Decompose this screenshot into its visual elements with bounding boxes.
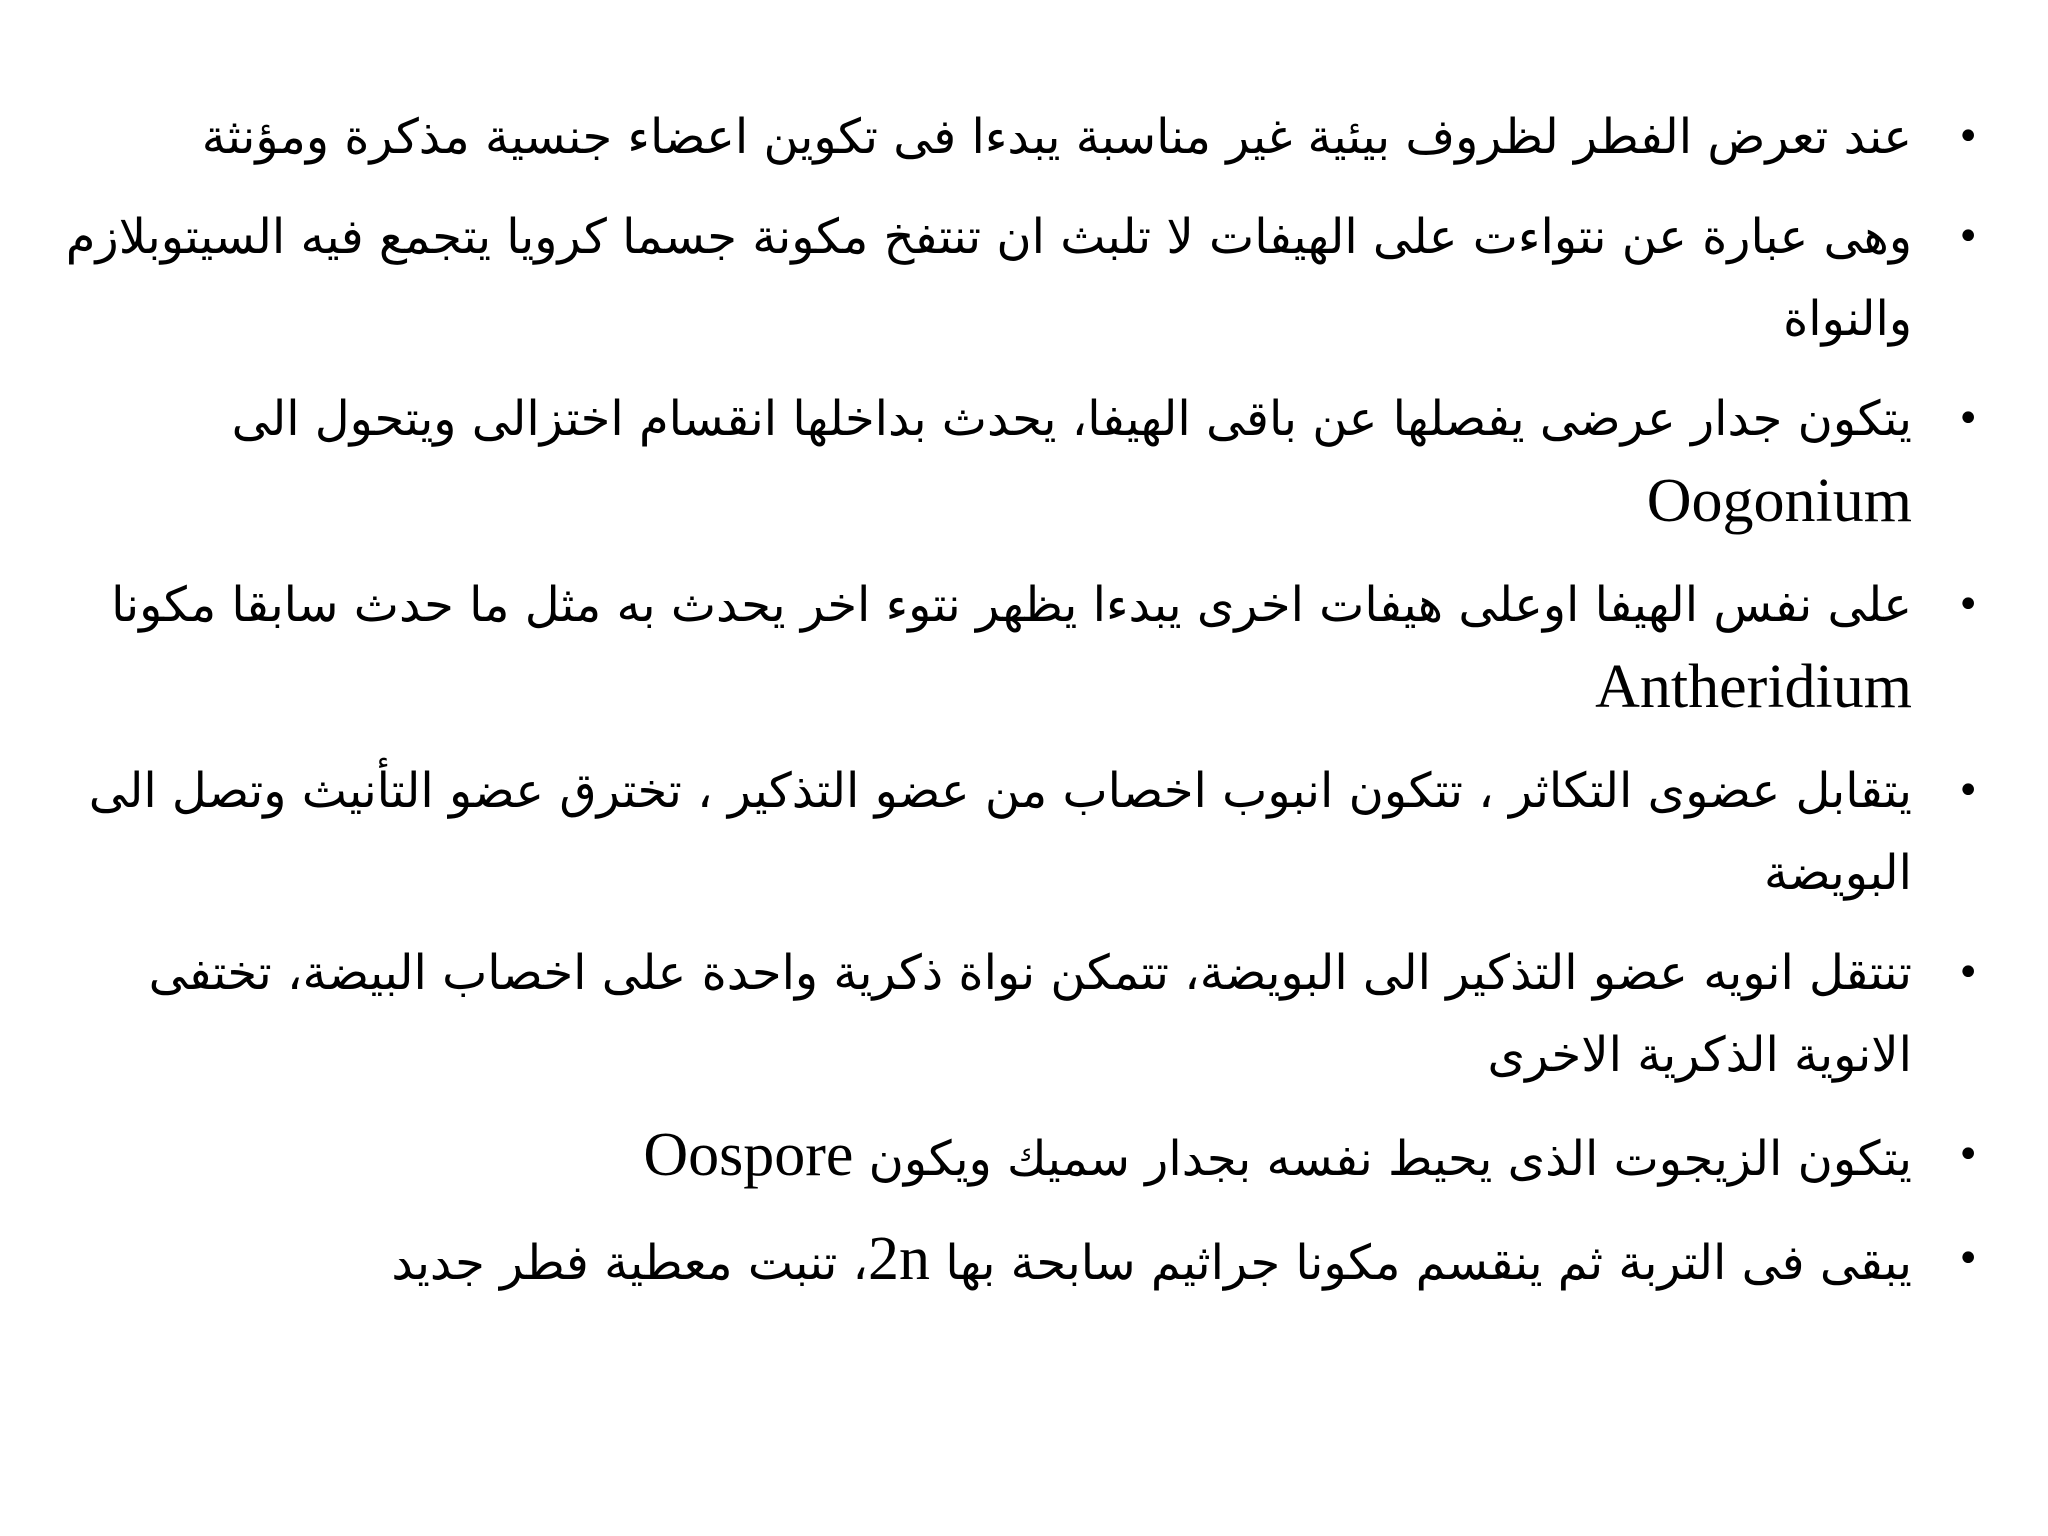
bullet-list [56,96,1996,1322]
latin-term: 2n [868,1225,931,1293]
bullet-icon: • [1956,768,1980,814]
bullet-text: عند تعرض الفطر لظروف بيئية غير مناسبة يبدءا فى تكوين اعضاء جنسية مذكرة ومؤنثة [201,109,1912,165]
bullet-item-8 [56,1218,1996,1304]
bullet-icon: • [1956,396,1980,442]
bullet-icon: • [1956,582,1980,628]
latin-term: Oogonium [1646,467,1912,535]
bullet-icon: • [1956,950,1980,996]
latin-term: Antheridium [1595,653,1912,721]
bullet-icon: • [1956,1236,1980,1282]
bullet-icon: • [1956,1132,1980,1178]
latin-term: Oospore [643,1121,854,1189]
bullet-text: يتكون جدار عرضى يفصلها عن باقى الهيفا، يحدث بداخلها انقسام اختزالى ويتحول الى [231,391,1912,447]
bullet-text: وهى عبارة عن نتواءت على الهيفات لا تلبث ان تنتفخ مكونة جسما كرويا يتجمع فيه السيتوبلازم والنواة [65,209,1912,347]
bullet-item-4 [56,564,1996,732]
bullet-item-3 [56,378,1996,546]
bullet-text-after: ، تنبت معطية فطر جديد [391,1235,869,1291]
bullet-item-6 [56,932,1996,1096]
bullet-text: يتكون الزيجوت الذى يحيط نفسه بجدار سميك ويكون [868,1131,1912,1187]
bullet-icon: • [1956,114,1980,160]
bullet-item-5 [56,750,1996,914]
bullet-icon: • [1956,214,1980,260]
bullet-item-7 [56,1114,1996,1200]
bullet-text: يتقابل عضوى التكاثر ، تتكون انبوب اخصاب من عضو التذكير ، تخترق عضو التأنيث وتصل الى البويضة [88,763,1912,901]
bullet-text: تنتقل انويه عضو التذكير الى البويضة، تتمكن نواة ذكرية واحدة على اخصاب البيضة، تختفى الانوية الذكرية الاخرى [148,945,1912,1083]
bullet-item-1 [56,96,1996,178]
bullet-text: على نفس الهيفا اوعلى هيفات اخرى يبدءا يظهر نتوء اخر يحدث به مثل ما حدث سابقا مكونا [111,577,1912,633]
bullet-item-2 [56,196,1996,360]
bullet-text-before: يبقى فى التربة ثم ينقسم مكونا جراثيم سابحة بها [945,1235,1912,1291]
